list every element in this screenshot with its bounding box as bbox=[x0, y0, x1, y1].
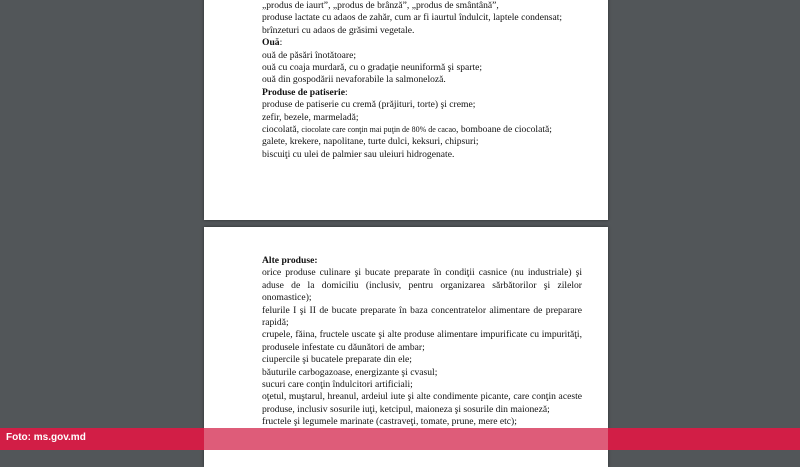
text-line: „produs de iaurt”, „produs de brânză”, „produs de smântână”, bbox=[262, 0, 499, 11]
caption-bar-overlay bbox=[204, 428, 608, 450]
page-1-text bbox=[262, 0, 582, 161]
text-fragment: ciocolată, bbox=[262, 124, 302, 136]
photo-credit: Foto: ms.gov.md bbox=[6, 432, 86, 443]
text-fragment: , bomboane de ciocolată; bbox=[456, 124, 552, 136]
text-line: produse lactate cu adaos de zahăr, cum ar fi iaurtul îndulcit, laptele condensat; bbox=[262, 12, 563, 24]
text-line: brînzeturi cu adaos de grăsimi vegetale. bbox=[262, 24, 415, 36]
eggs-heading-line bbox=[262, 37, 582, 49]
pastry-heading-line bbox=[262, 87, 582, 99]
text-line: zefir, bezele, marmeladă; bbox=[262, 111, 359, 123]
heading-colon: : bbox=[344, 86, 348, 98]
document-page-1 bbox=[204, 0, 608, 220]
list-item: fructele şi legumele marinate (castraveţi, tomate, prune, mere etc); bbox=[262, 416, 517, 428]
text-line: ouă de păsări înotătoare; bbox=[262, 49, 357, 61]
text-line: ouă din gospodării nevaforabile la salmoneloză. bbox=[262, 74, 446, 86]
section-heading: Alte produse: bbox=[262, 255, 318, 266]
text-line: biscuiţi cu ulei de palmier sau uleiuri hidrogenate. bbox=[262, 148, 455, 160]
eggs-heading: Ouă bbox=[262, 37, 280, 49]
list-item: felurile I şi II de bucate preparate în baza concentratelor alimentare de preparare rapidă; bbox=[262, 304, 582, 329]
small-text-fragment: ciocolate care conţin mai puţin de 80% de cacao bbox=[301, 125, 457, 135]
text-line: galete, krekere, napolitane, turte dulci, keksuri, chipsuri; bbox=[262, 136, 479, 148]
list-item: oţetul, muştarul, hreanul, ardeiul iute şi alte condimente picante, care conţin aceste produse, inclusiv sosurile iuţi, ketcipul, maioneza şi sosurile din maioneză; bbox=[262, 391, 582, 415]
pastry-heading: Produse de patiserie bbox=[262, 86, 345, 98]
heading-colon: : bbox=[279, 37, 283, 49]
list-item: sucuri care conţin îndulcitori artificiali; bbox=[262, 379, 413, 391]
photo-credit-bar bbox=[0, 428, 800, 450]
list-item: orice produse culinare şi bucate preparate în condiţii casnice (nu industriale) şi aduse de la domiciliu (inclusiv, pentru organizarea sărbătorilor şi zilelor onomastice); bbox=[262, 267, 582, 304]
page-2-text bbox=[262, 255, 582, 441]
list-item: băuturile carbogazoase, energizante şi cvasul; bbox=[262, 366, 438, 378]
list-item: crupele, făina, fructele uscate şi alte produse alimentare impurificate cu impurităţi, produsele infestate cu dăunători de ambar; bbox=[262, 329, 582, 353]
chocolate-line bbox=[262, 124, 582, 136]
text-line: ouă cu coaja murdară, cu o gradaţie neuniformă şi sparte; bbox=[262, 62, 483, 74]
text-line: produse de patiserie cu cremă (prăjituri, torte) şi creme; bbox=[262, 99, 476, 111]
list-item: ciupercile şi bucatele preparate din ele; bbox=[262, 354, 412, 366]
